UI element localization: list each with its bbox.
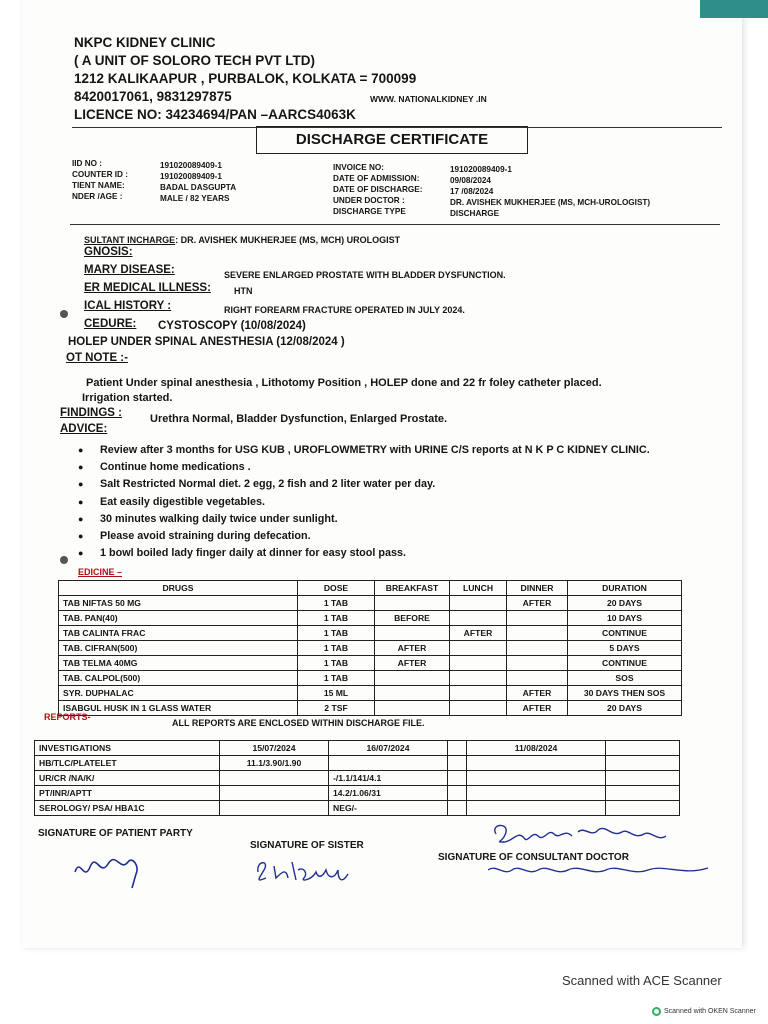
value-counter-id: 191020089409-1 [160, 172, 222, 181]
breakfast-cell [375, 626, 450, 641]
table-row [35, 786, 680, 801]
col-dinner: DINNER [507, 581, 568, 596]
dose-cell: 1 TAB [298, 641, 375, 656]
label-counter-id: COUNTER ID : [72, 170, 128, 179]
dinner-cell [507, 611, 568, 626]
dose-cell: 1 TAB [298, 626, 375, 641]
col-date-3: 11/08/2024 [467, 741, 606, 756]
findings-value: Urethra Normal, Bladder Dysfunction, Enlarged Prostate. [150, 413, 448, 425]
sister-signature [252, 852, 362, 886]
result-cell [448, 801, 467, 816]
lunch-cell [450, 686, 507, 701]
diagnosis-label: GNOSIS: [84, 246, 133, 258]
col-blank-2 [606, 741, 680, 756]
table-row [35, 771, 680, 786]
breakfast-cell [375, 701, 450, 716]
result-cell [467, 786, 606, 801]
drug-cell: TAB TELMA 40MG [59, 656, 298, 671]
col-drugs: DRUGS [59, 581, 298, 596]
dinner-cell [507, 626, 568, 641]
result-cell [220, 771, 329, 786]
table-row [35, 756, 680, 771]
value-discharge-type: DISCHARGE [450, 209, 500, 218]
dose-cell: 1 TAB [298, 611, 375, 626]
test-name-cell: PT/INR/APTT [35, 786, 220, 801]
clinic-website: WWW. NATIONALKIDNEY .IN [370, 94, 487, 104]
patient-labels-left [72, 158, 128, 202]
punch-hole-mark [60, 556, 68, 564]
duration-cell: 30 DAYS THEN SOS [568, 686, 682, 701]
result-cell [606, 801, 680, 816]
reports-label: REPORTS- [44, 712, 91, 722]
dose-cell: 15 ML [298, 686, 375, 701]
result-cell [606, 771, 680, 786]
patient-values-left [160, 160, 236, 204]
duration-cell: 5 DAYS [568, 641, 682, 656]
test-name-cell: SEROLOGY/ PSA/ HBA1C [35, 801, 220, 816]
advice-item: ● Review after 3 months for USG KUB , UROFLOWMETRY with URINE C/S reports at N K P C KIDNEY CLINIC. [78, 442, 718, 459]
lunch-cell: AFTER [450, 626, 507, 641]
primary-disease-value: SEVERE ENLARGED PROSTATE WITH BLADDER DYSFUNCTION. [224, 270, 506, 280]
result-cell [220, 801, 329, 816]
value-discharge-date: 17 /08/2024 [450, 187, 494, 196]
advice-item: ● Eat easily digestible vegetables. [78, 494, 718, 511]
dinner-cell [507, 656, 568, 671]
surgical-history-label: ICAL HISTORY : [84, 300, 172, 312]
dinner-cell: AFTER [507, 596, 568, 611]
label-admission: DATE OF ADMISSION: [333, 174, 420, 183]
lunch-cell [450, 611, 507, 626]
advice-label: ADVICE: [60, 423, 108, 435]
lunch-cell [450, 596, 507, 611]
medicine-label: EDICINE – [78, 567, 123, 577]
lunch-cell [450, 641, 507, 656]
advice-item: ● 30 minutes walking daily twice under sunlight. [78, 511, 718, 528]
result-cell [220, 786, 329, 801]
lunch-cell [450, 656, 507, 671]
scan-edge-artifact [700, 0, 768, 18]
result-cell [448, 771, 467, 786]
value-invoice: 191020089409-1 [450, 165, 512, 174]
primary-disease-label: MARY DISEASE: [84, 264, 175, 276]
lunch-cell [450, 671, 507, 686]
result-cell [467, 756, 606, 771]
duration-cell: CONTINUE [568, 626, 682, 641]
drug-cell: ISABGUL HUSK IN 1 GLASS WATER [59, 701, 298, 716]
document-title: DISCHARGE CERTIFICATE [256, 126, 528, 154]
table-row [59, 596, 682, 611]
dinner-cell: AFTER [507, 701, 568, 716]
drug-cell: TAB. PAN(40) [59, 611, 298, 626]
ot-note-line1: Patient Under spinal anesthesia , Lithotomy Position , HOLEP done and 22 fr foley catheter placed. [86, 377, 602, 389]
lunch-cell [450, 701, 507, 716]
breakfast-cell: AFTER [375, 641, 450, 656]
punch-hole-mark [60, 310, 68, 318]
value-patient-name: BADAL DASGUPTA [160, 183, 237, 192]
value-iid: 191020089409-1 [160, 161, 222, 170]
duration-cell: 10 DAYS [568, 611, 682, 626]
procedure-line2: HOLEP UNDER SPINAL ANESTHESIA (12/08/2024 ) [68, 336, 345, 348]
value-under-doctor: DR. AVISHEK MUKHERJEE (MS, MCH-UROLOGIST) [450, 198, 651, 207]
medicine-table [58, 580, 682, 716]
col-lunch: LUNCH [450, 581, 507, 596]
clinic-phones: 8420017061, 9831297875 [74, 89, 232, 104]
breakfast-cell [375, 671, 450, 686]
dose-cell: 1 TAB [298, 671, 375, 686]
label-patient-name: TIENT NAME: [72, 181, 125, 190]
consultant-signature [488, 820, 718, 890]
advice-item: ● Please avoid straining during defecation. [78, 528, 718, 545]
advice-list [78, 442, 718, 562]
clinic-unit: ( A UNIT OF SOLORO TECH PVT LTD) [74, 53, 315, 68]
advice-item: ● Continue home medications . [78, 459, 718, 476]
sister-signature-label: SIGNATURE OF SISTER [250, 840, 364, 851]
consultant-incharge [84, 235, 400, 245]
col-date-1: 15/07/2024 [220, 741, 329, 756]
drug-cell: TAB. CIFRAN(500) [59, 641, 298, 656]
other-illness-value: HTN [234, 286, 253, 296]
result-cell: 14.2/1.06/31 [329, 786, 448, 801]
label-iid: IID NO : [72, 159, 103, 168]
patient-party-signature-label: SIGNATURE OF PATIENT PARTY [38, 828, 193, 839]
table-row [35, 801, 680, 816]
table-row [59, 686, 682, 701]
table-row [59, 641, 682, 656]
col-investigations: INVESTIGATIONS [35, 741, 220, 756]
dose-cell: 2 TSF [298, 701, 375, 716]
clinic-licence: LICENCE NO: 34234694/PAN –AARCS4063K [74, 107, 356, 122]
col-dose: DOSE [298, 581, 375, 596]
breakfast-cell: AFTER [375, 656, 450, 671]
table-row [59, 611, 682, 626]
drug-cell: SYR. DUPHALAC [59, 686, 298, 701]
duration-cell: CONTINUE [568, 656, 682, 671]
ot-note-line2: Irrigation started. [82, 392, 173, 404]
duration-cell: SOS [568, 671, 682, 686]
drug-cell: TAB NIFTAS 50 MG [59, 596, 298, 611]
breakfast-cell [375, 596, 450, 611]
oken-logo-icon [652, 1007, 661, 1016]
consultant-value: : DR. AVISHEK MUKHERJEE (MS, MCH) UROLOGIST [175, 235, 401, 245]
procedure-label: CEDURE: [84, 318, 137, 330]
result-cell: NEG/- [329, 801, 448, 816]
result-cell [448, 786, 467, 801]
drug-cell: TAB. CALPOL(500) [59, 671, 298, 686]
label-under-doctor: UNDER DOCTOR : [333, 196, 405, 205]
duration-cell: 20 DAYS [568, 596, 682, 611]
label-discharge-date: DATE OF DISCHARGE: [333, 185, 423, 194]
table-row [59, 656, 682, 671]
patient-labels-right [333, 162, 422, 217]
result-cell [329, 756, 448, 771]
col-date-2: 16/07/2024 [329, 741, 448, 756]
consultant-signature-label: SIGNATURE OF CONSULTANT DOCTOR [438, 852, 629, 863]
drug-cell: TAB CALINTA FRAC [59, 626, 298, 641]
result-cell [467, 771, 606, 786]
ace-scanner-watermark: Scanned with ACE Scanner [562, 973, 722, 988]
test-name-cell: UR/CR /NA/K/ [35, 771, 220, 786]
investigations-header-row [35, 741, 680, 756]
findings-label: FINDINGS : [60, 407, 122, 419]
surgical-history-value: RIGHT FOREARM FRACTURE OPERATED IN JULY 2024. [224, 305, 465, 315]
table-row [59, 671, 682, 686]
duration-cell: 20 DAYS [568, 701, 682, 716]
result-cell [448, 756, 467, 771]
dinner-cell: AFTER [507, 686, 568, 701]
value-gender-age: MALE / 82 YEARS [160, 194, 230, 203]
table-row [59, 701, 682, 716]
consultant-label: SULTANT INCHARGE [84, 235, 176, 245]
other-illness-label: ER MEDICAL ILLNESS: [84, 282, 211, 294]
clinic-name: NKPC KIDNEY CLINIC [74, 35, 216, 50]
breakfast-cell: BEFORE [375, 611, 450, 626]
advice-item: ● Salt Restricted Normal diet. 2 egg, 2 fish and 2 liter water per day. [78, 476, 718, 493]
col-blank-1 [448, 741, 467, 756]
dose-cell: 1 TAB [298, 656, 375, 671]
reports-note: ALL REPORTS ARE ENCLOSED WITHIN DISCHARGE FILE. [172, 718, 425, 728]
dinner-cell [507, 641, 568, 656]
dinner-cell [507, 671, 568, 686]
label-discharge-type: DISCHARGE TYPE [333, 207, 406, 216]
oken-scanner-watermark: Scanned with OKEN Scanner [664, 1008, 756, 1015]
advice-item: ● 1 bowl boiled lady finger daily at dinner for easy stool pass. [78, 545, 718, 562]
patient-values-right [450, 164, 650, 219]
table-row [59, 626, 682, 641]
result-cell: 11.1/3.90/1.90 [220, 756, 329, 771]
breakfast-cell [375, 686, 450, 701]
col-breakfast: BREAKFAST [375, 581, 450, 596]
patient-divider [70, 224, 720, 225]
patient-party-signature [70, 842, 160, 894]
result-cell [606, 786, 680, 801]
result-cell [606, 756, 680, 771]
result-cell: -/1.1/141/4.1 [329, 771, 448, 786]
ot-note-label: OT NOTE :- [66, 352, 128, 364]
procedure-value: CYSTOSCOPY (10/08/2024) [158, 320, 306, 332]
test-name-cell: HB/TLC/PLATELET [35, 756, 220, 771]
investigations-table [34, 740, 680, 816]
value-admission: 09/08/2024 [450, 176, 491, 185]
result-cell [467, 801, 606, 816]
label-gender-age: NDER /AGE : [72, 192, 123, 201]
col-duration: DURATION [568, 581, 682, 596]
clinic-address: 1212 KALIKAAPUR , PURBALOK, KOLKATA = 700099 [74, 71, 417, 86]
dose-cell: 1 TAB [298, 596, 375, 611]
medicine-header-row [59, 581, 682, 596]
label-invoice: INVOICE NO: [333, 163, 384, 172]
